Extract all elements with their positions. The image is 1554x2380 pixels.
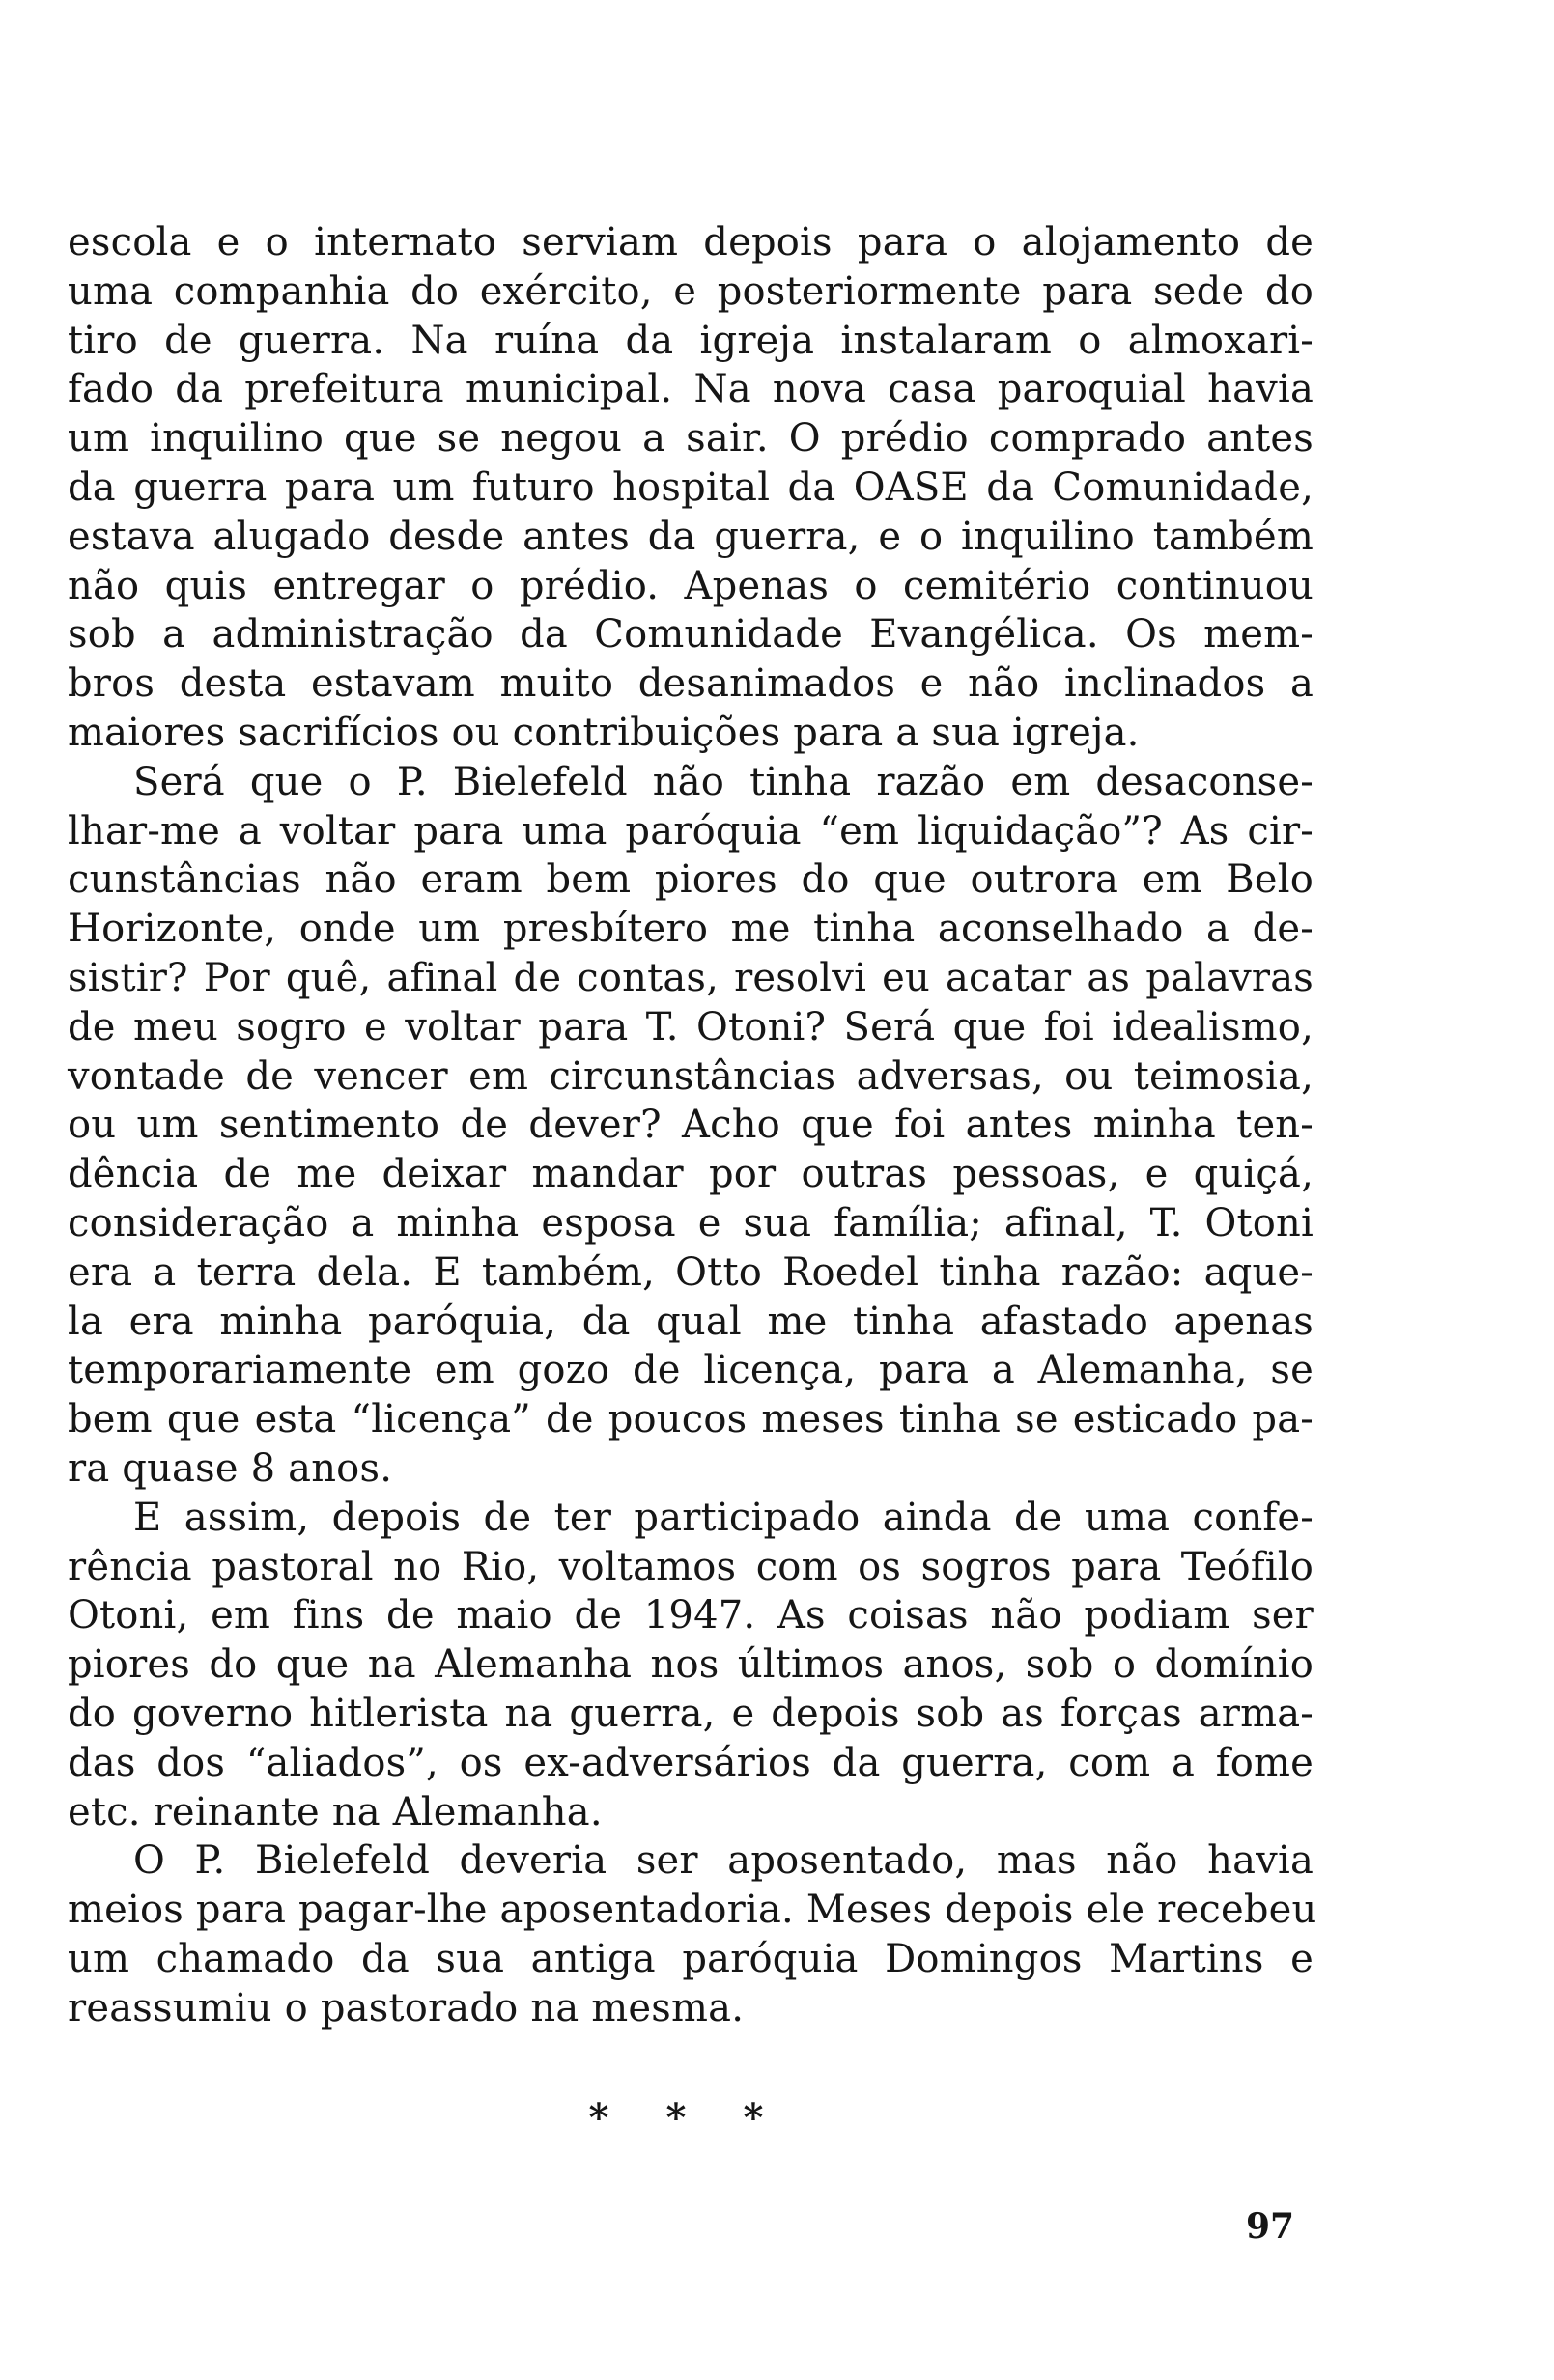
- text-line: ra quase 8 anos.: [68, 1445, 393, 1491]
- text-line: bem que esta “licença” de poucos meses tinha se esticado pa-: [68, 1397, 1314, 1442]
- text-line: fado da prefeitura municipal. Na nova casa paroquial havia: [68, 367, 1314, 412]
- text-line: rência pastoral no Rio, voltamos com os sogros para Teófilo: [68, 1544, 1314, 1589]
- text-line: tiro de guerra. Na ruína da igreja instalaram o almoxari-: [68, 318, 1314, 363]
- text-line: de meu sogro e voltar para T. Otoni? Será que foi idealismo,: [68, 1004, 1314, 1050]
- text-line: das dos “aliados”, os ex-adversários da guerra, com a fome: [68, 1740, 1314, 1785]
- asterisk: *: [588, 2095, 609, 2141]
- body-text: [68, 218, 1317, 2032]
- text-line: etc. reinante na Alemanha.: [68, 1789, 603, 1834]
- asterisk: *: [743, 2095, 764, 2141]
- text-line: meios para pagar-lhe aposentadoria. Meses depois ele recebeu: [68, 1888, 1317, 1933]
- text-line: do governo hitlerista na guerra, e depois sob as forças arma-: [68, 1691, 1314, 1736]
- text-line: Será que o P. Bielefeld não tinha razão em desaconse-: [133, 759, 1314, 804]
- text-line: bros desta estavam muito desanimados e não inclinados a: [68, 661, 1314, 707]
- text-line: consideração a minha esposa e sua família; afinal, T. Otoni: [68, 1200, 1314, 1246]
- text-line: vontade de vencer em circunstâncias adversas, ou teimosia,: [68, 1053, 1314, 1099]
- paragraph: [68, 218, 1314, 758]
- text-line: maiores sacrifícios ou contribuições para a sua igreja.: [68, 710, 1140, 755]
- text-line: ou um sentimento de dever? Acho que foi antes minha ten-: [68, 1103, 1314, 1148]
- section-separator: [579, 2095, 773, 2141]
- text-line: cunstâncias não eram bem piores do que outrora em Belo: [68, 857, 1314, 903]
- text-line: la era minha paróquia, da qual me tinha afastado apenas: [68, 1299, 1314, 1344]
- text-line: um inquilino que se negou a sair. O prédio comprado antes: [68, 416, 1314, 462]
- text-line: lhar-me a voltar para uma paróquia “em liquidação”? As cir-: [68, 808, 1314, 854]
- paragraph: [68, 758, 1314, 1494]
- paragraph: [68, 1494, 1314, 1837]
- text-line: reassumiu o pastorado na mesma.: [68, 1985, 745, 2030]
- text-line: estava alugado desde antes da guerra, e o inquilino também: [68, 514, 1314, 559]
- text-line: sob a administração da Comunidade Evangélica. Os mem-: [68, 612, 1314, 658]
- text-line: piores do que na Alemanha nos últimos anos, sob o domínio: [68, 1642, 1314, 1688]
- text-line: Horizonte, onde um presbítero me tinha aconselhado a de-: [68, 907, 1314, 952]
- text-line: uma companhia do exército, e posteriormente para sede do: [68, 268, 1314, 314]
- text-line: sistir? Por quê, afinal de contas, resolvi eu acatar as palavras: [68, 955, 1314, 1000]
- text-line: era a terra dela. E também, Otto Roedel tinha razão: aque-: [68, 1249, 1314, 1295]
- paragraph: [68, 1836, 1317, 2032]
- text-line: não quis entregar o prédio. Apenas o cemitério continuou: [68, 563, 1314, 608]
- text-line: um chamado da sua antiga paróquia Domingos Martins e: [68, 1936, 1314, 1981]
- text-line: temporariamente em gozo de licença, para a Alemanha, se: [68, 1348, 1314, 1393]
- asterisk: *: [665, 2095, 687, 2141]
- text-line: E assim, depois de ter participado ainda de uma confe-: [133, 1495, 1314, 1540]
- text-line: dência de me deixar mandar por outras pessoas, e quiçá,: [68, 1152, 1314, 1197]
- text-line: Otoni, em fins de maio de 1947. As coisas não podiam ser: [68, 1593, 1314, 1638]
- page-number: 97: [1246, 2206, 1295, 2247]
- text-line: da guerra para um futuro hospital da OASE da Comunidade,: [68, 464, 1314, 510]
- text-line: O P. Bielefeld deveria ser aposentado, mas não havia: [133, 1838, 1314, 1884]
- text-line: escola e o internato serviam depois para o alojamento de: [68, 220, 1314, 265]
